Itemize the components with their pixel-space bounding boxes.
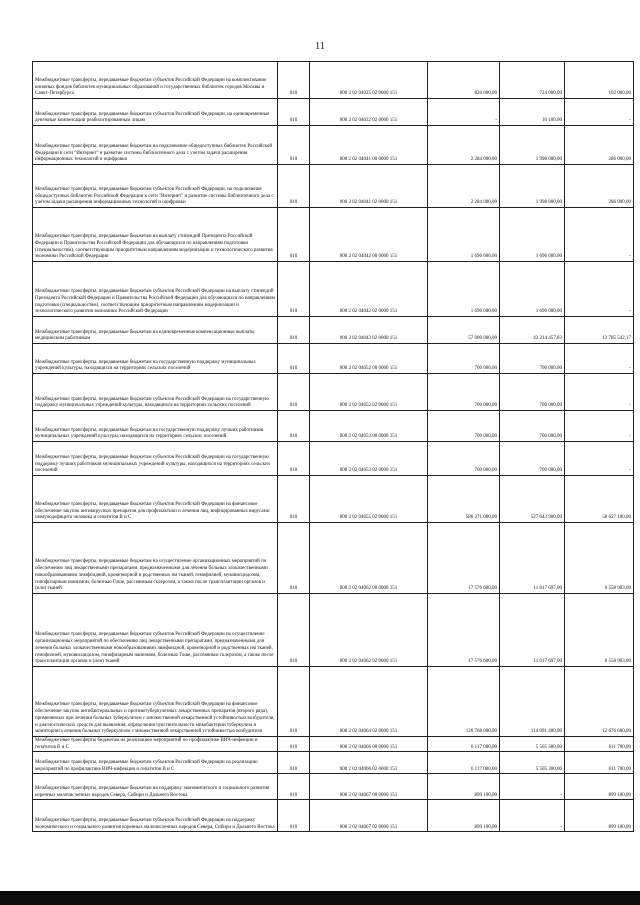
row-description: Межбюджетные трансферты, передаваемые бюджетам на подключение общедоступных библиотек Российской Федерации к сети "Интернет" и развитие системы библиотечного дела с учетом задачи расширения информационных технологий и оцифровки bbox=[33, 126, 278, 165]
row-budget-code: 000 2 02 04064 02 0000 151 bbox=[310, 667, 428, 737]
table-row bbox=[33, 126, 634, 165]
row-budget-code: 000 2 02 04053 02 0000 151 bbox=[310, 442, 428, 476]
row-description: Межбюджетные трансферты бюджетам на реализацию мероприятий по профилактике ВИЧ-инфекции и гепатитов В и С bbox=[33, 737, 278, 752]
table-row bbox=[33, 594, 634, 667]
table-body bbox=[33, 62, 634, 832]
row-budget-code: 000 2 02 04052 02 0000 151 bbox=[310, 374, 428, 411]
row-description: Межбюджетные трансферты, передаваемые бюджетам на выплату стипендий Президента Российской Федерации и Правительства Российской Федерации для обучающихся по направлениям подготовки (специальностям), соответствующим приоритетным направлениям модернизации и технологического развития экономики Российской Федерации bbox=[33, 208, 278, 262]
row-description: Межбюджетные трансферты, передаваемые бюджетам субъектов Российской Федерации на комплектование книжных фондов библиотек муниципальных образований и государственных библиотек городов Москвы и Санкт-Петербурга bbox=[33, 62, 278, 99]
row-unexecuted-amount: - bbox=[565, 344, 634, 374]
table-row bbox=[33, 374, 634, 411]
row-description: Межбюджетные трансферты, передаваемые бюджетам субъектов Российской Федерации на финансовое обеспечение закупок антибактериальных и противотуберкулезных лекарственных препаратов (второго ряда), применяемых при лечении больных туберкулезом с множественной лекарственной устойчивостью возбудителя, и диагностических средств для выявления, определения чувствительности микобактерии туберкулеза и мониторинга лечения больных туберкулезом с множественной лекарственной устойчивостью возбудителя bbox=[33, 667, 278, 737]
table-row bbox=[33, 442, 634, 476]
row-budget-code: 000 2 02 04062 02 0000 151 bbox=[310, 594, 428, 667]
table-row bbox=[33, 800, 634, 832]
row-line-code: 010 bbox=[278, 317, 310, 344]
row-approved-amount: 700 000,00 bbox=[428, 344, 500, 374]
row-executed-amount: 700 000,00 bbox=[500, 374, 565, 411]
row-approved-amount: 700 000,00 bbox=[428, 374, 500, 411]
row-approved-amount: - bbox=[428, 99, 500, 126]
row-approved-amount: 1 696 000,00 bbox=[428, 262, 500, 317]
row-description: Межбюджетные трансферты, передаваемые бюджетам на государственную поддержку лучших работников муниципальных учреждений культуры, находящихся на территориях сельских поселений bbox=[33, 411, 278, 442]
row-budget-code: 000 2 02 04042 02 0000 151 bbox=[310, 262, 428, 317]
row-executed-amount: 10 100,00 bbox=[500, 99, 565, 126]
row-executed-amount: 5 505 300,00 bbox=[500, 752, 565, 774]
row-unexecuted-amount: 102 000,00 bbox=[565, 62, 634, 99]
row-line-code: 010 bbox=[278, 374, 310, 411]
table-row bbox=[33, 774, 634, 800]
row-executed-amount: 700 000,00 bbox=[500, 411, 565, 442]
row-line-code: 010 bbox=[278, 476, 310, 523]
row-line-code: 010 bbox=[278, 411, 310, 442]
table-row bbox=[33, 344, 634, 374]
row-description: Межбюджетные трансферты, передаваемые бюджетам субъектов Российской Федерации на государственную поддержку муниципальных учреждений культуры, находящихся на территориях сельских поселений bbox=[33, 374, 278, 411]
table-row bbox=[33, 737, 634, 752]
table-row bbox=[33, 523, 634, 594]
row-line-code: 010 bbox=[278, 523, 310, 594]
row-budget-code: 000 2 02 04062 00 0000 151 bbox=[310, 523, 428, 594]
row-executed-amount: 1 998 000,00 bbox=[500, 165, 565, 208]
row-budget-code: 000 2 02 04041 02 0000 151 bbox=[310, 165, 428, 208]
row-description: Межбюджетные трансферты, передаваемые бюджетам субъектов Российской Федерации, на единовременные денежные компенсации реабилитированным лицам bbox=[33, 99, 278, 126]
row-unexecuted-amount: - bbox=[565, 442, 634, 476]
row-unexecuted-amount: 12 676 600,00 bbox=[565, 667, 634, 737]
row-line-code: 010 bbox=[278, 99, 310, 126]
row-approved-amount: 899 100,00 bbox=[428, 774, 500, 800]
row-line-code: 010 bbox=[278, 667, 310, 737]
row-budget-code: 000 2 02 04032 02 0000 151 bbox=[310, 99, 428, 126]
row-line-code: 010 bbox=[278, 774, 310, 800]
row-description: Межбюджетные трансферты, передаваемые бюджетам субъектов Российской Федерации на государственную поддержку лучших работников муниципальных учреждений культуры, находящихся на территориях сельских поселений bbox=[33, 442, 278, 476]
row-executed-amount: 1 696 000,00 bbox=[500, 208, 565, 262]
row-executed-amount: 700 000,00 bbox=[500, 442, 565, 476]
row-approved-amount: 17 576 600,00 bbox=[428, 523, 500, 594]
row-unexecuted-amount: - bbox=[565, 374, 634, 411]
table-row bbox=[33, 165, 634, 208]
row-description: Межбюджетные трансферты, передаваемые бюджетам на осуществление организационных мероприятий по обеспечению лиц лекарственными препаратами, предназначенными для лечения больных злокачественными новообразованиями лимфоидной, кроветворной и родственных им тканей, гемофилией, муковисцидозом, гипофизарным нанизмом, болезнью Гоше, рассеянным склерозом, а также после трансплантации органов и (или) тканей bbox=[33, 523, 278, 594]
row-budget-code: 000 2 02 04025 02 0000 151 bbox=[310, 62, 428, 99]
table-row bbox=[33, 317, 634, 344]
row-executed-amount: 527 643 900,00 bbox=[500, 476, 565, 523]
row-budget-code: 000 2 02 04067 00 0000 151 bbox=[310, 774, 428, 800]
table-row bbox=[33, 99, 634, 126]
row-description: Межбюджетные трансферты, передаваемые бюджетам субъектов Российской Федерации, на подключение общедоступных библиотек Российской Федерации к сети "Интернет" и развитие системы библиотечного дела с учетом задачи расширения информационных технологий и оцифровки bbox=[33, 165, 278, 208]
table-row bbox=[33, 62, 634, 99]
row-unexecuted-amount: 13 785 542,17 bbox=[565, 317, 634, 344]
row-budget-code: 000 2 02 04041 00 0000 151 bbox=[310, 126, 428, 165]
row-unexecuted-amount: - bbox=[565, 208, 634, 262]
row-description: Межбюджетные трансферты, передаваемые бюджетам субъектов Российской Федерации на реализацию мероприятий по профилактике ВИЧ-инфекции и гепатитов В и С bbox=[33, 752, 278, 774]
row-description: Межбюджетные трансферты, передаваемые бюджетам на единовременные компенсационные выплаты медицинским работникам bbox=[33, 317, 278, 344]
row-approved-amount: 6 117 000,00 bbox=[428, 737, 500, 752]
row-executed-amount: 11 017 697,00 bbox=[500, 523, 565, 594]
row-line-code: 010 bbox=[278, 800, 310, 832]
row-executed-amount: 724 000,00 bbox=[500, 62, 565, 99]
row-approved-amount: 586 271 000,00 bbox=[428, 476, 500, 523]
row-description: Межбюджетные трансферты, передаваемые бюджетам на государственную поддержку муниципальных учреждений культуры, находящихся на территориях сельских поселений bbox=[33, 344, 278, 374]
row-unexecuted-amount: - bbox=[565, 411, 634, 442]
row-budget-code: 000 2 02 04042 00 0000 151 bbox=[310, 208, 428, 262]
row-executed-amount: 5 505 300,00 bbox=[500, 737, 565, 752]
row-budget-code: 000 2 02 04055 02 0000 151 bbox=[310, 476, 428, 523]
row-executed-amount: 1 998 000,00 bbox=[500, 126, 565, 165]
row-description: Межбюджетные трансферты, передаваемые бюджетам субъектов Российской Федерации на поддержку экономического и социального развития коренных малочисленных народов Севера, Сибири и Дальнего Востока bbox=[33, 800, 278, 832]
row-line-code: 010 bbox=[278, 752, 310, 774]
row-budget-code: 000 2 02 04066 00 0000 151 bbox=[310, 737, 428, 752]
row-executed-amount: 1 696 000,00 bbox=[500, 262, 565, 317]
table-row bbox=[33, 262, 634, 317]
page-number: 11 bbox=[315, 41, 325, 52]
row-budget-code: 000 2 02 04067 02 0000 151 bbox=[310, 800, 428, 832]
row-description: Межбюджетные трансферты, передаваемые бюджетам на поддержку экономического и социального развития коренных малочисленных народов Севера, Сибири и Дальнего Востока bbox=[33, 774, 278, 800]
row-unexecuted-amount: 286 000,00 bbox=[565, 126, 634, 165]
row-executed-amount: - bbox=[500, 774, 565, 800]
row-unexecuted-amount: 286 000,00 bbox=[565, 165, 634, 208]
row-approved-amount: 126 768 000,00 bbox=[428, 667, 500, 737]
row-unexecuted-amount: - bbox=[565, 262, 634, 317]
row-approved-amount: 826 000,00 bbox=[428, 62, 500, 99]
row-line-code: 010 bbox=[278, 344, 310, 374]
row-executed-amount: 11 017 697,00 bbox=[500, 594, 565, 667]
row-approved-amount: 700 000,00 bbox=[428, 411, 500, 442]
row-executed-amount: - bbox=[500, 800, 565, 832]
row-line-code: 010 bbox=[278, 126, 310, 165]
row-executed-amount: 700 000,00 bbox=[500, 344, 565, 374]
row-description: Межбюджетные трансферты, передаваемые бюджетам субъектов Российской Федерации на выплату стипендий Президента Российской Федерации и Правительства Российской Федерации для обучающихся по направлениям подготовки (специальностям), соответствующим приоритетным направлениям модернизации и технологического развития экономики Российской Федерации bbox=[33, 262, 278, 317]
table-row bbox=[33, 752, 634, 774]
row-description: Межбюджетные трансферты, передаваемые бюджетам субъектов Российской Федерации на финансовое обеспечение закупок антивирусных препаратов для профилактики и лечения лиц, инфицированных вирусами иммунодефицита человека и гепатитов В и С bbox=[33, 476, 278, 523]
row-budget-code: 000 2 02 04066 02 0000 151 bbox=[310, 752, 428, 774]
table-row bbox=[33, 476, 634, 523]
row-unexecuted-amount: 899 100,00 bbox=[565, 774, 634, 800]
row-line-code: 010 bbox=[278, 262, 310, 317]
row-unexecuted-amount: 58 627 100,00 bbox=[565, 476, 634, 523]
scan-bottom-edge bbox=[0, 891, 640, 905]
row-budget-code: 000 2 02 04053 00 0000 151 bbox=[310, 411, 428, 442]
row-approved-amount: 2 284 000,00 bbox=[428, 165, 500, 208]
row-budget-code: 000 2 02 04052 00 0000 151 bbox=[310, 344, 428, 374]
row-unexecuted-amount: 6 558 903,00 bbox=[565, 523, 634, 594]
row-approved-amount: 2 284 000,00 bbox=[428, 126, 500, 165]
row-executed-amount: 43 214 457,83 bbox=[500, 317, 565, 344]
row-line-code: 010 bbox=[278, 594, 310, 667]
row-line-code: 010 bbox=[278, 62, 310, 99]
row-unexecuted-amount: 6 558 903,00 bbox=[565, 594, 634, 667]
row-budget-code: 000 2 02 04043 02 0000 151 bbox=[310, 317, 428, 344]
row-approved-amount: 57 000 000,00 bbox=[428, 317, 500, 344]
row-approved-amount: 17 576 600,00 bbox=[428, 594, 500, 667]
row-approved-amount: 6 117 000,00 bbox=[428, 752, 500, 774]
table-row bbox=[33, 208, 634, 262]
row-unexecuted-amount: 899 100,00 bbox=[565, 800, 634, 832]
row-unexecuted-amount: - bbox=[565, 99, 634, 126]
table-row bbox=[33, 411, 634, 442]
row-description: Межбюджетные трансферты, передаваемые бюджетам субъектов Российской Федерации на осуществление организационных мероприятий по обеспечению лиц лекарственными препаратами, предназначенными для лечения больных злокачественными новообразованиями лимфоидной, кроветворной и родственных им тканей, гемофилией, муковисцидозом, гипофизарным нанизмом, болезнью Гоше, рассеянным склерозом, а также после трансплантации органов и (или) тканей bbox=[33, 594, 278, 667]
row-unexecuted-amount: 611 700,00 bbox=[565, 752, 634, 774]
row-approved-amount: 899 100,00 bbox=[428, 800, 500, 832]
row-line-code: 010 bbox=[278, 737, 310, 752]
row-approved-amount: 700 000,00 bbox=[428, 442, 500, 476]
row-line-code: 010 bbox=[278, 442, 310, 476]
revenue-table bbox=[32, 61, 634, 832]
row-executed-amount: 114 091 400,00 bbox=[500, 667, 565, 737]
row-line-code: 010 bbox=[278, 165, 310, 208]
row-unexecuted-amount: 611 700,00 bbox=[565, 737, 634, 752]
row-approved-amount: 1 696 000,00 bbox=[428, 208, 500, 262]
row-line-code: 010 bbox=[278, 208, 310, 262]
table-row bbox=[33, 667, 634, 737]
